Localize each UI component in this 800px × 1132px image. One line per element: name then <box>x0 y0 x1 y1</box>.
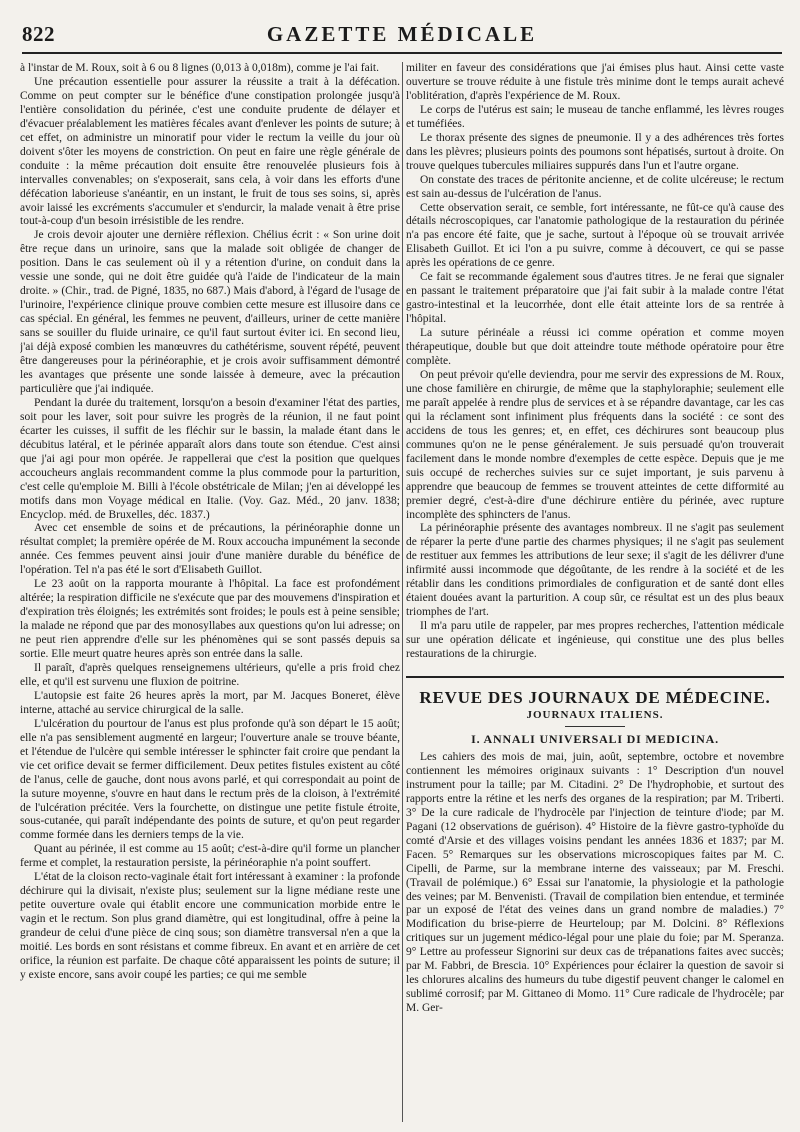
paragraph: La suture périnéale a réussi ici comme opération et comme moyen thérapeutique, double but que doit atteindre toute méthode opératoire pour être complète. <box>406 327 784 368</box>
paragraph: Cette observation serait, ce semble, fort intéressante, ne fût-ce qu'à cause des détails nécroscopiques, car l'anatomie pathologique de la restauration du périnée n'a pas encore été faite, que je sache, surtout à l'époque où se trouvait arrivée Elisabeth Guillot. Et ici l'on a pu suivre, comme à découvert, ce qui se passe après les opérations de ce genre. <box>406 201 784 270</box>
paragraph: Je crois devoir ajouter une dernière réflexion. Chélius écrit : « Son urine doit être reçue dans un urinoire, sans que la malade soit obligée de changer de position. Dans le cas seulement où il y a rétention d'urine, on conduit dans la vessie une sonde, qui ne doit être guidée qu'à l'aide de l'indicateur de la main droite. » (Chir., trad. de Pigné, 1835, no 687.) Mais d'abord, à l'égard de l'usage de l'urinoire, l'expérience clinique prouve combien cette mesure est illusoire dans ce cas spécial. En général, les femmes ne peuvent, d'ailleurs, uriner de cette manière sans se souiller du fluide urinaire, ce qu'il faut surtout éviter ici. En second lieu, j'ai déjà exposé combien les manœuvres du cathétérisme, souvent répété, peuvent être dangereuses pour la périnéoraphie, et je crois avoir suffisamment démontré les avantages que présente une sonde laissée à demeure, avec la précaution particulière que j'ai indiquée. <box>20 229 400 395</box>
paragraph: L'état de la cloison recto-vaginale était fort intéressant à examiner : la profonde déchirure qui la divisait, n'existe plus; seulement sur la ligne médiane reste une petite ouverture ovale qui établit encore une communication morbide entre le vagin et le rectum. Son plus grand diamètre, qui est longitudinal, offre à peine la grandeur de celui d'une pièce de cinq sous; son diamètre transversal n'en a que la moitié. Les bords en sont résistans et comme fibreux. En avant et en arrière de cet orifice, la réunion est parfaite. De chaque côté apparaissent les points de suture; il y existe encore, sans avoir coupé les parties; ce qui me semble <box>20 871 400 981</box>
section-divider <box>406 676 784 678</box>
paragraph: On peut prévoir qu'elle deviendra, pour me servir des expressions de M. Roux, une chose familière en chirurgie, de même que la staphyloraphie; seulement elle me paraît appelée à rendre plus de services et à se répandre davantage, car les cas qui la réclament sont infiniment plus fréquents dans la société : ce sont des accidens de tous les genres; et, en effet, ces déchirures sont beaucoup plus communes qu'on ne le pense généralement. Je suis persuadé qu'on trouverait facilement dans le monde nombre d'exemples de cette espèce. Depuis que je me suis occupé de recherches suivies sur ce sujet important, je suis parvenu à apprendre que beaucoup de femmes se trouvent atteintes de cette difformité au premier degré, c'est-à-dire d'une déchirure entière du périnée, avec rupture incomplète des sphincters de l'anus. <box>406 368 784 521</box>
paragraph: à l'instar de M. Roux, soit à 6 ou 8 lignes (0,013 à 0,018m), comme je l'ai fait. <box>20 62 379 74</box>
paragraph: L'ulcération du pourtour de l'anus est plus profonde qu'à son départ le 15 août; elle n'a pas sensiblement augmenté en largeur; l'ouverture anale se trouve béante, et l'étendue de l'ulcère qui semble intéresser le sphincter fait croire que pendant la vie cet orifice devait se fermer difficilement. Deux petites fistules existent au côté de l'anus, celle de gauche, dont nous avons parlé, et qui correspondait au point de la suture moyenne, s'ouvre en haut dans le rectum près de la cloison, à l'extrémité de l'ulcération précitée. Vers la fourchette, on distingue une petite fistule étroite, sous-cutanée, qui paraît indépendante des points de suture, et qu'on peut regarder comme formée dans les derniers temps de la vie. <box>20 717 400 842</box>
review-section-title: I. ANNALI UNIVERSALI DI MEDICINA. <box>471 731 719 746</box>
column-divider <box>402 62 403 1122</box>
paragraph: Les cahiers des mois de mai, juin, août, septembre, octobre et novembre contiennent les mémoires originaux suivants : 1° Description d'un nouvel instrument pour la taille; par M. Citadini. 2° De l'hydrophobie, et surtout des rapports entre la rétine et les nerfs des organes de la respiration; par M. Triberti. 3° De la cure radicale de l'hydrocèle par l'injection de teinture d'iode; par M. Pagani (12 observations de guérison). 4° Histoire de la fièvre gastro-typhoïde du comté d'Arsie et des villages voisins pendant les années 1836 et 1837; par M. Facen. 5° Remarques sur les observations microscopiques faites par M. C. Cipelli, de Parme, sur la membrane interne des vaisseaux; par M. Freschi. (Travail de polémique.) 6° Essai sur l'anatomie, la physiologie et la pathologie des veines; par M. Benvenisti. (Travail de compilation bien entendue, et terminée par un exposé de l'état des veines dans un grand nombre de maladies.) 7° Modification du brise-pierre de Heurteloup; par M. Dolcini. 8° Réflexions critiques sur un jugement médico-légal pour une plaie du foie; par M. Speranza. 9° Lettre au professeur Signorini sur deux cas de trépanations faites avec succès; par M. Fabbri, de Brescia. 10° Expériences pour éclairer la question de savoir si les chlorures alcalins des humeurs du tube digestif peuvent changer le calomel en sublimé corrosif; par M. Gittaneo di Momo. 11° Cure radicale de l'hydrocèle; par M. Ger- <box>406 750 784 1015</box>
paragraph: Quant au périnée, il est comme au 15 août; c'est-à-dire qu'il forme un plancher ferme et complet, la restauration persiste, la périnéoraphie n'a point souffert. <box>20 843 400 870</box>
page-header <box>22 18 782 54</box>
paragraph: Le thorax présente des signes de pneumonie. Il y a des adhérences très fortes dans les plèvres; plusieurs points des poumons sont hépatisés, surtout à droite. On trouve quelques tubercules miliaires suppurés dans l'un et l'autre organe. <box>406 131 784 172</box>
paragraph: L'autopsie est faite 26 heures après la mort, par M. Jacques Boneret, élève interne, attaché au service chirurgical de la salle. <box>20 689 400 716</box>
paragraph: Il paraît, d'après quelques renseignemens ultérieurs, qu'elle a pris froid chez elle, et qu'il est survenu une fluxion de poitrine. <box>20 661 400 688</box>
paragraph: Le 23 août on la rapporta mourante à l'hôpital. La face est profondément altérée; la respiration difficile ne s'exécute que par des mouvemens d'inspiration et d'expiration très éloignés; les extrémités sont froides; le pouls est à peine sensible; la malade ne répond que par des monosyllabes aux questions qu'on lui adresse; on ne peut rien apprendre d'elle sur les phénomènes qui se sont passés depuis sa sortie. Elle meurt quatre heures après son entrée dans la salle. <box>20 578 400 661</box>
page-number: 822 <box>22 22 55 46</box>
left-column <box>20 62 400 1122</box>
paragraph: militer en faveur des considérations que j'ai émises plus haut. Ainsi cette vaste ouverture se trouve réduite à une fistule très minime dont le temps aurait achevé l'oblitération, d'après l'expérience de M. Roux. <box>406 62 784 102</box>
paragraph: Ce fait se recommande également sous d'autres titres. Je ne ferai que signaler en passant le traitement préparatoire que j'ai fait subir à la malade contre l'état gastro-intestinal et la leucorrhée, dont elle était atteinte lors de sa rentrée à l'hôpital. <box>406 271 784 326</box>
paragraph: Une précaution essentielle pour assurer la réussite a trait à la défécation. Comme on peut compter sur le bénéfice d'une constipation prolongée jusqu'à l'entière consolidation du périnée, c'est une conduite prudente de délayer et d'évacuer préalablement les matières fécales avant d'enlever les points de suture; à cet effet, on administre un minoratif pour vider le rectum la veille du jour où doivent s'ôter les moyens de constriction. On peut en faire une règle générale de conduite : la même précaution doit ensuite être renouvelée plusieurs fois à intervalles convenables; on s'exposerait, sans cela, à voir dans les efforts d'une défécation laborieuse s'anéantir, en un instant, le fruit de tous ses soins, si, après avoir laissé les excréments s'accumuler et s'endurcir, la malade venait à être prise tout-à-coup d'un besoin irrésistible de les rendre. <box>20 75 400 228</box>
review-subheading: JOURNAUX ITALIENS. <box>526 708 664 721</box>
review-heading: REVUE DES JOURNAUX DE MÉDECINE. <box>419 687 771 707</box>
paragraph: On constate des traces de péritonite ancienne, et de colite ulcéreuse; le rectum est sain au-dessus de l'ulcération de l'anus. <box>406 173 784 200</box>
right-column <box>406 62 784 1124</box>
paragraph: Il m'a paru utile de rappeler, par mes propres recherches, l'attention médicale sur une opération délicate et ingénieuse, qui constitue une des plus belles restaurations de la chirurgie. <box>406 620 784 661</box>
paragraph: Pendant la durée du traitement, lorsqu'on a besoin d'examiner l'état des parties, soit pour les laver, soit pour suivre les progrès de la réunion, il ne faut point écarter les cuisses, il suffit de les fléchir sur le bassin, la malade étant dans le décubitus latéral, et le périnée apparaît alors dans toute son étendue. C'est ainsi que j'ai agi pour mon opérée. Je rappellerai que c'est la position que quelques accoucheurs anglais recommandent comme la plus commode pour la parturition, c'est celle qu'emploie M. Billi à l'école obstétricale de Milan; j'en ai développé les motifs dans mon Voyage médical en Italie. (Voy. Gaz. Méd., 20 janv. 1838; Encyclop. méd. de Bruxelles, déc. 1837.) <box>20 396 400 521</box>
journal-title: GAZETTE MÉDICALE <box>266 22 538 46</box>
paragraph: Avec cet ensemble de soins et de précautions, la périnéoraphie donne un résultat complet; la première opérée de M. Roux accoucha impunément la seconde année. Ces femmes peuvent ainsi jouir d'une manière durable du bénéfice de l'opération. Tel n'a pas été le sort d'Elisabeth Guillot. <box>20 522 400 577</box>
short-divider <box>565 726 625 727</box>
paragraph: La périnéoraphie présente des avantages nombreux. Il ne s'agit pas seulement de réparer la perte d'une partie des charmes physiques; il ne s'agit pas seulement de restituer aux femmes les attributions de leur sexe; il s'agit de les délivrer d'une infirmité aussi incommode que dégoûtante, de les rendre à la société et de les rétablir dans les conditions primordiales de configuration et de santé dont elles étaient douées avant la parturition. A coup sûr, ce résultat est un des plus beaux triomphes de l'art. <box>406 522 784 619</box>
paragraph: Le corps de l'utérus est sain; le museau de tanche enflammé, les lèvres rouges et tuméfiées. <box>406 103 784 130</box>
